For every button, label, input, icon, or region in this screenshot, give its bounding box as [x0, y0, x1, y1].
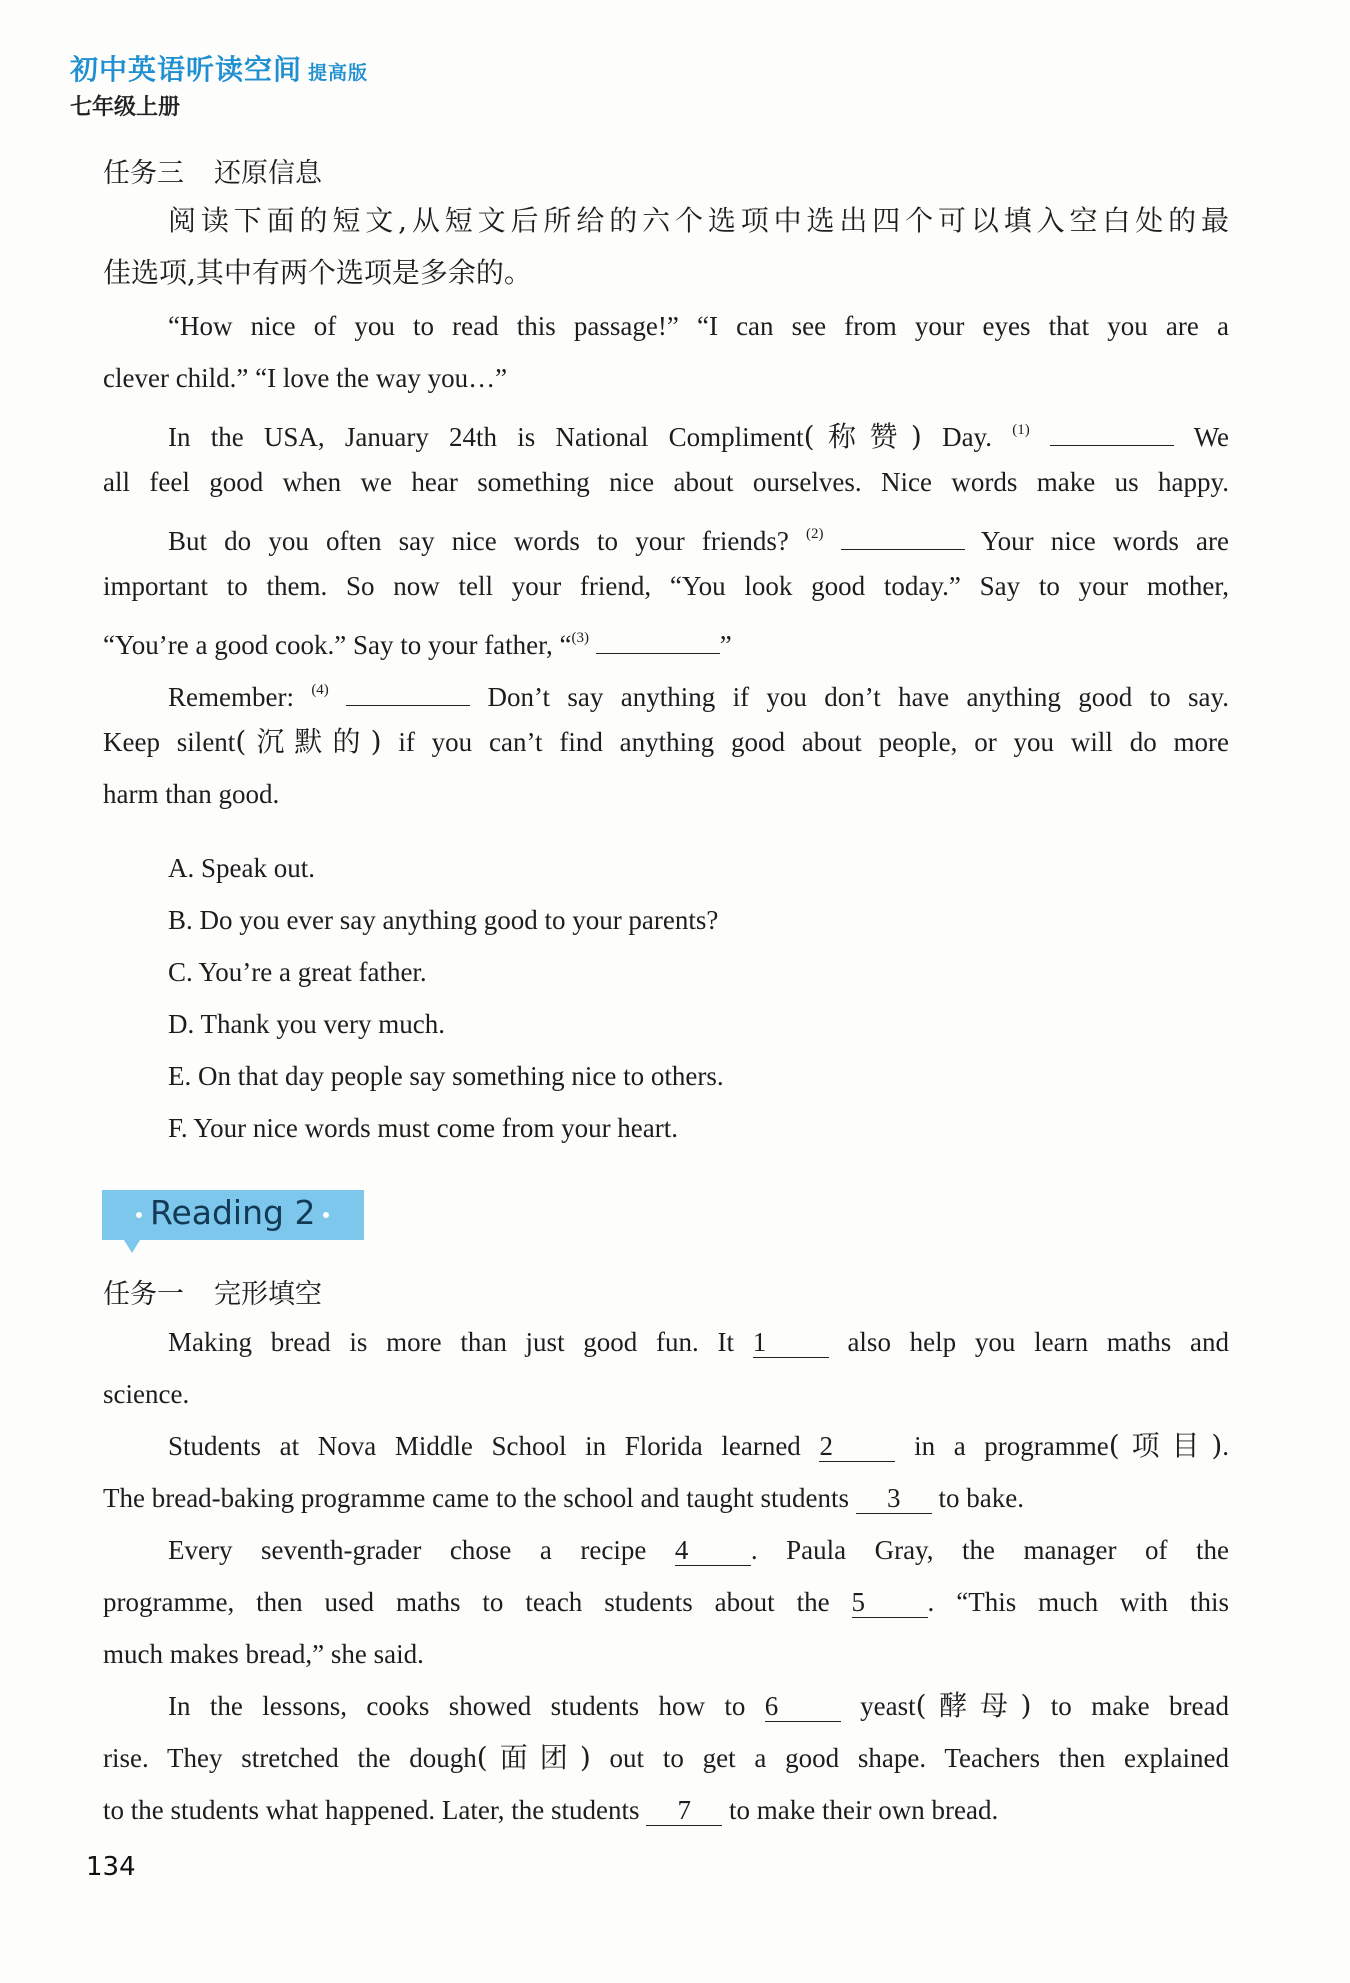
passage-p2-line1: In the USA, January 24th is National Compliment(称赞) Day. $^{(1)}$ We: [168, 420, 1230, 453]
option-e: E. On that day people say something nice to others.: [168, 1061, 724, 1091]
option-f: F. Your nice words must come from your heart.: [168, 1113, 679, 1143]
cloze-line6: programme, then used maths to teach students about the 5 . “This much with this: [103, 1587, 1230, 1617]
book-title: 初中英语听读空间 提高版: [70, 53, 369, 86]
cloze-line3: Students at Nova Middle School in Florida learned 2 in a programme(项目).: [168, 1429, 1229, 1462]
answer-blank-3: [596, 631, 720, 654]
task1-title: 任务一 完形填空: [103, 1279, 322, 1310]
cloze-line1: Making bread is more than just good fun. It 1 also help you learn maths and: [168, 1327, 1229, 1357]
passage-p2-line2: all feel good when we hear something nice about ourselves. Nice words make us happy.: [103, 467, 1229, 497]
option-a: A. Speak out.: [168, 853, 315, 883]
answer-blank-4: [346, 683, 470, 706]
reading2-banner-label: Reading 2: [150, 1193, 316, 1232]
blank-1-label: (1): [1012, 422, 1030, 438]
task3-title: 任务三 还原信息: [103, 158, 322, 189]
cloze-line5: Every seventh-grader chose a recipe 4 . Paula Gray, the manager of the: [168, 1535, 1229, 1565]
blank-4-label: (4): [311, 682, 329, 698]
answer-blank-1: [1050, 423, 1174, 446]
page-number: 134: [86, 1852, 136, 1882]
passage-p3-line3: “You’re a good cook.” Say to your father, “$^{(3)}$ ”: [103, 630, 732, 660]
passage-p4-line3: harm than good.: [103, 779, 280, 809]
passage-p1-line2: clever child.” “I love the way you…”: [103, 363, 508, 393]
blank-2-label: (2): [805, 526, 824, 542]
answer-blank-2: [841, 527, 965, 550]
cloze-line9: rise. They stretched the dough(面团) out to get a good shape. Teachers then explained: [103, 1741, 1229, 1774]
passage-p4-line1: Remember: $^{(4)}$ Don’t say anything if you don’t have anything good to say.: [168, 682, 1229, 712]
passage-p1-line1: “How nice of you to read this passage!” “I can see from your eyes that you are a: [168, 311, 1229, 341]
cloze-line7: much makes bread,” she said.: [103, 1639, 424, 1669]
task3-instruction-line1: 阅读下面的短文,从短文后所给的六个选项中选出四个可以填入空白处的最: [168, 204, 1229, 237]
cloze-blank-2: 2: [819, 1431, 895, 1462]
blank-3-label: (3): [571, 630, 590, 646]
passage-p3-line1: But do you often say nice words to your friends? $^{(2)}$ Your nice words are: [168, 526, 1230, 556]
cloze-blank-7: 7: [646, 1795, 722, 1826]
cloze-blank-5: 5: [852, 1587, 928, 1618]
banner-tail-shape: [124, 1240, 140, 1253]
task3-instruction-line2: 佳选项,其中有两个选项是多余的。: [103, 256, 532, 289]
passage-p3-line2: important to them. So now tell your friend, “You look good today.” Say to your mother,: [103, 571, 1229, 601]
grade-label: 七年级上册: [70, 95, 181, 120]
banner-dot-right: [323, 1212, 329, 1218]
cloze-blank-3: 3: [856, 1483, 932, 1514]
passage-p4-line2: Keep silent(沉默的) if you can’t find anything good about people, or you will do more: [103, 725, 1230, 758]
option-b: B. Do you ever say anything good to your parents?: [168, 905, 719, 935]
cloze-line4: The bread-baking programme came to the school and taught students 3 to bake.: [103, 1483, 1025, 1513]
option-c: C. You’re a great father.: [168, 957, 427, 987]
option-d: D. Thank you very much.: [168, 1009, 445, 1039]
cloze-blank-6: 6: [765, 1691, 841, 1722]
cloze-line2: science.: [103, 1379, 190, 1409]
banner-dot-left: [136, 1212, 142, 1218]
cloze-blank-4: 4: [675, 1535, 751, 1566]
cloze-blank-1: 1: [753, 1327, 829, 1358]
cloze-line8: In the lessons, cooks showed students how to 6 yeast(酵母) to make bread: [168, 1689, 1230, 1722]
cloze-line10: to the students what happened. Later, the students 7 to make their own bread.: [103, 1795, 999, 1825]
edition-label: 提高版: [308, 62, 369, 84]
